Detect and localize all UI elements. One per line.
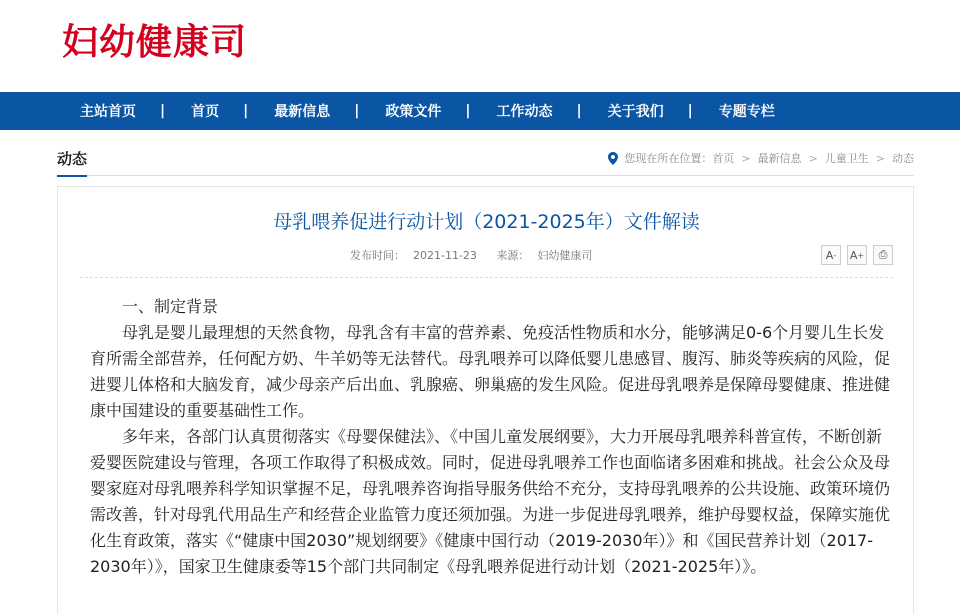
nav-separator: | (354, 103, 360, 119)
font-decrease-icon: A (825, 248, 834, 262)
font-decrease-button[interactable]: A - (821, 245, 841, 265)
breadcrumb-arrow: > (875, 151, 885, 165)
nav-separator: | (576, 103, 582, 119)
nav-separator: | (243, 103, 249, 119)
publish-date: 2021-11-23 (413, 249, 477, 262)
source-value: 妇幼健康司 (537, 249, 593, 262)
section-heading: 一、制定背景 (122, 297, 219, 316)
meta-divider (80, 277, 893, 278)
publish-label: 发布时间： (350, 249, 405, 262)
paragraph: 母乳是婴儿最理想的天然食物，母乳含有丰富的营养素、免疫活性物质和水分，能够满足0-6个月婴儿生长发育所需全部营养，任何配方奶、牛羊奶等无法替代。母乳喂养可以降低婴儿患感冒、腹泻、肺炎等疾病的风险，促进婴儿体格和大脑发育，减少母亲产后出血、乳腺癌、卵巢癌的发生风险。促进母乳喂养是保障母婴健康、推进健康中国建设的重要基础性工作。 (90, 323, 891, 420)
main-nav (0, 92, 960, 130)
font-increase-button[interactable]: A + (847, 245, 867, 265)
breadcrumb-item-current: 动态 (892, 152, 914, 165)
nav-list (80, 92, 775, 130)
nav-item-about[interactable]: 关于我们 (607, 104, 664, 120)
breadcrumb-arrow: > (808, 151, 818, 165)
section-title: 动态 (57, 148, 87, 177)
print-button[interactable] (873, 245, 893, 265)
nav-item-topics[interactable]: 专题专栏 (718, 104, 775, 120)
nav-item-latest[interactable]: 最新信息 (274, 104, 331, 120)
print-icon: ⎙ (878, 248, 888, 261)
font-increase-icon: A (849, 248, 858, 262)
section-header (57, 146, 914, 176)
nav-item-home[interactable]: 首页 (191, 104, 220, 120)
paragraph: 多年来，各部门认真贯彻落实《母婴保健法》、《中国儿童发展纲要》，大力开展母乳喂养科普宣传，不断创新爱婴医院建设与管理，各项工作取得了积极成效。同时，促进母乳喂养工作也面临诸多困难和挑战。社会公众及母婴家庭对母乳喂养科学知识掌握不足，母乳喂养咨询指导服务供给不充分，支持母乳喂养的公共设施、政策环境仍需改善，针对母乳代用品生产和经营企业监管力度还须加强。为进一步促进母乳喂养，维护母婴权益，保障实施优化生育政策，落实《“健康中国2030”规划纲要》《健康中国行动（2019-2030年）》和《国民营养计划（2017-2030年）》，国家卫生健康委等15个部门共同制定《母乳喂养促进行动计划（2021-2025年）》。 (90, 427, 891, 576)
location-pin-icon (608, 152, 618, 165)
nav-separator: | (687, 103, 693, 119)
site-header (0, 0, 960, 92)
nav-item-work-news[interactable]: 工作动态 (496, 104, 553, 120)
breadcrumb-item-latest[interactable]: 最新信息 (757, 152, 802, 165)
site-logo[interactable]: 妇幼健康司 (62, 22, 248, 63)
breadcrumb-item-home[interactable]: 首页 (712, 152, 735, 165)
article-title: 母乳喂养促进行动计划（2021-2025年）文件解读 (273, 211, 700, 233)
breadcrumb-prefix: 您现在所在位置： (624, 152, 713, 165)
nav-item-main-home[interactable]: 主站首页 (80, 104, 136, 120)
nav-item-policy[interactable]: 政策文件 (385, 104, 442, 120)
article-meta (350, 247, 608, 263)
breadcrumb (608, 150, 914, 166)
article-tools (815, 245, 893, 265)
nav-separator: | (465, 103, 471, 119)
breadcrumb-arrow: > (741, 151, 751, 165)
breadcrumb-item-child-health[interactable]: 儿童卫生 (824, 152, 869, 165)
article-body (90, 294, 890, 580)
nav-separator: | (160, 103, 166, 119)
source-label: 来源： (496, 249, 530, 262)
